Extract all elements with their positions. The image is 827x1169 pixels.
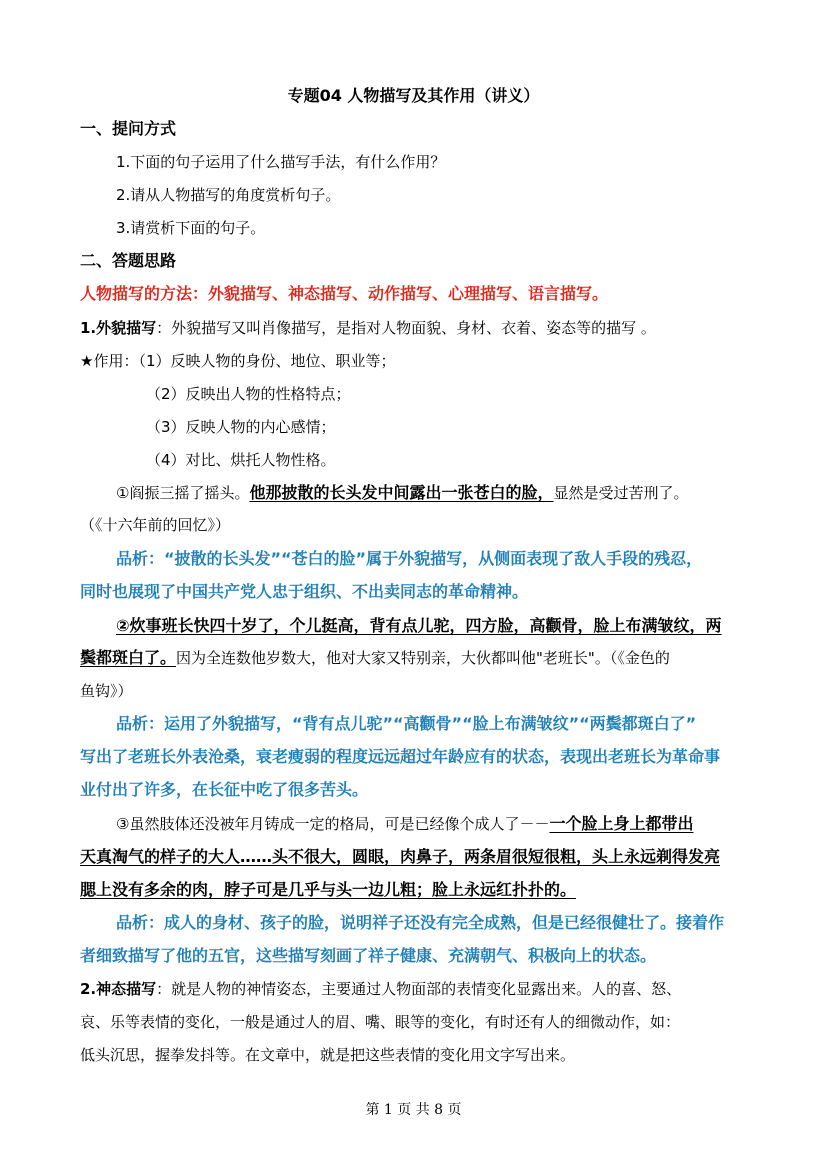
question-item: 1.下面的句子运用了什么描写手法，有什么作用？ xyxy=(116,153,446,171)
example-1 xyxy=(116,483,688,503)
analysis-text: 写出了老班长外表沧桑，衰老瘦弱的程度远远超过年龄应有的状态，表现出老班长为革命事 xyxy=(80,747,721,766)
analysis-text: 品析：成人的身材、孩子的脸，说明祥子还没有完全成熟，但是已经很健壮了。接着作 xyxy=(116,913,725,932)
example-2-line: 鱼钩》） xyxy=(80,682,133,700)
example-highlight: 鬓都斑白了。 xyxy=(80,648,177,667)
expression-label: 2.神态描写 xyxy=(80,980,157,998)
example-text: ③虽然肢体还没被年月铸成一定的格局，可是已经像个成人了－－ xyxy=(116,815,550,833)
example-highlight: 一个脸上身上都带出 xyxy=(549,814,694,833)
expression-text: 低头沉思，握拳发抖等。在文章中，就是把这些表情的变化用文字写出来。 xyxy=(80,1046,576,1064)
example-text: ①阎振三摇了摇头。 xyxy=(116,484,250,502)
example-3-line xyxy=(116,814,693,834)
appearance-definition xyxy=(80,318,656,338)
effect-label: ★作用： xyxy=(80,352,139,370)
page-title: 专题04 人物描写及其作用（讲义） xyxy=(287,86,540,105)
example-3-line: 腮上没有多余的肉，脖子可是几乎与头一边儿粗；脸上永远红扑扑的。 xyxy=(80,880,577,899)
example-highlight: 他那披散的长头发中间露出一张苍白的脸， xyxy=(249,483,554,502)
section-heading-questions: 一、提问方式 xyxy=(80,119,177,138)
appearance-label: 1.外貌描写 xyxy=(80,319,157,337)
example-2-line xyxy=(80,648,670,668)
appearance-text: ：外貌描写又叫肖像描写，是指对人物面貌、身材、衣着、姿态等的描写 。 xyxy=(156,319,656,337)
page-footer: 第 1 页 共 8 页 xyxy=(365,1102,462,1118)
analysis-text: 品析：“披散的长头发”“苍白的脸”属于外貌描写，从侧面表现了敌人手段的残忍， xyxy=(116,549,703,568)
analysis-text: 者细致描写了他的五官，这些描写刻画了祥子健康、充满朝气、积极向上的状态。 xyxy=(80,946,657,965)
analysis-text: 同时也展现了中国共产党人忠于组织、不出卖同志的革命精神。 xyxy=(80,582,529,601)
expression-definition xyxy=(80,979,681,999)
example-3-line: 天真淘气的样子的大人……头不很大，圆眼，肉鼻子，两条眉很短很粗，头上永远剃得发亮 xyxy=(80,847,721,866)
effect-item: （2）反映出人物的性格特点； xyxy=(146,385,351,403)
effect-line xyxy=(80,351,396,371)
analysis-text: 业付出了许多，在长征中吃了很多苦头。 xyxy=(80,780,369,799)
question-item: 3.请赏析下面的句子。 xyxy=(116,219,266,237)
question-item: 2.请从人物描写的角度赏析句子。 xyxy=(116,186,341,204)
section-heading-approach: 二、答题思路 xyxy=(80,251,177,270)
example-text: 因为全连数他岁数大，他对大家又特别亲，大伙都叫他"老班长"。（《金色的 xyxy=(176,649,670,667)
effect-item: （1）反映人物的身份、地位、职业等； xyxy=(138,352,396,370)
effect-item: （3）反映人物的内心感情； xyxy=(146,418,336,436)
expression-text: ：就是人物的神情姿态，主要通过人物面部的表情变化显露出来。人的喜、怒、 xyxy=(156,980,682,998)
analysis-text: 品析：运用了外貌描写，“背有点儿驼”“高颧骨”“脸上布满皱纹”“两鬓都斑白了” xyxy=(116,714,697,733)
expression-text: 哀、乐等表情的变化，一般是通过人的眉、嘴、眼等的变化，有时还有人的细微动作，如： xyxy=(80,1013,681,1031)
example-source: （《十六年前的回忆》） xyxy=(80,516,231,534)
example-2-line: ②炊事班长快四十岁了，个儿挺高，背有点儿驼，四方脸，高颧骨，脸上布满皱纹，两 xyxy=(116,616,722,635)
example-text: 显然是受过苦刑了。 xyxy=(553,484,689,502)
effect-item: （4）对比、烘托人物性格。 xyxy=(146,451,336,469)
methods-summary: 人物描写的方法：外貌描写、神态描写、动作描写、心理描写、语言描写。 xyxy=(80,284,609,303)
